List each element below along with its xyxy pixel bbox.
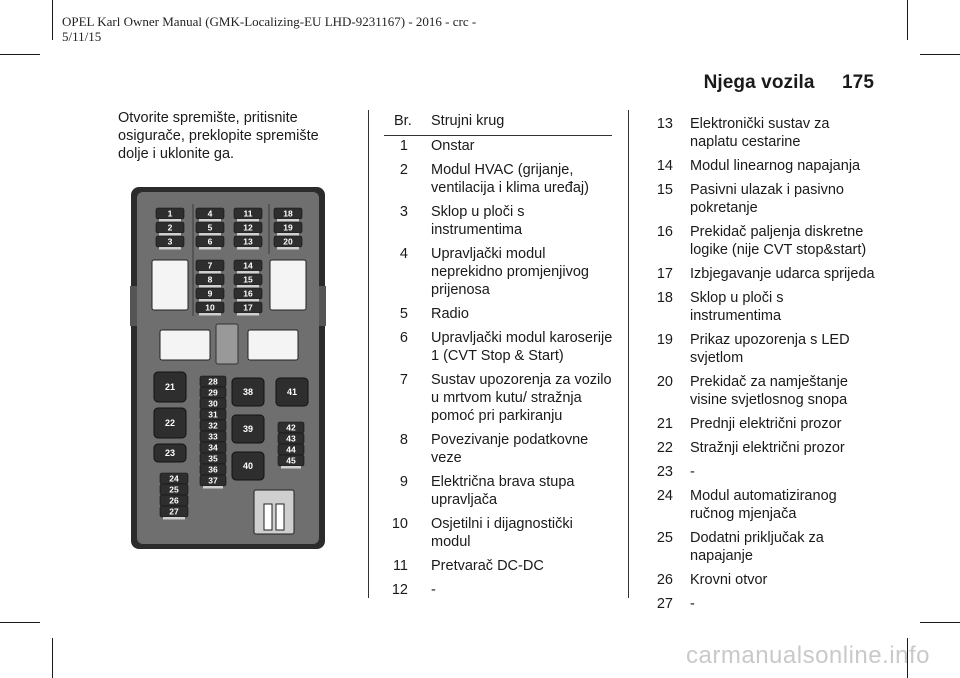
circuit-number: 21 <box>656 416 673 432</box>
circuit-description: Prikaz upozorenja s LED svjetlom <box>690 332 850 366</box>
connector-pin <box>276 504 284 530</box>
connector-housing <box>254 490 294 534</box>
fuse-label: 14 <box>243 260 253 271</box>
watermark: carmanualsonline.info <box>686 642 930 669</box>
mini-fuse-contact <box>237 233 259 236</box>
circuit-row <box>384 473 614 509</box>
table-header <box>384 113 612 136</box>
fuse-label: 24 <box>169 473 179 484</box>
circuit-description: Elektronički sustav za naplatu cestarine <box>690 116 830 150</box>
circuit-number: 17 <box>656 266 673 282</box>
circuit-number: 26 <box>656 572 673 588</box>
circuit-description: Onstar <box>431 138 475 154</box>
circuit-number: 18 <box>656 290 673 306</box>
mini-fuse-contact <box>277 247 299 250</box>
mini-fuse-contact <box>237 285 259 288</box>
circuit-description: Modul linearnog napajanja <box>690 158 861 174</box>
intro-text: Otvorite spremište, pritisnite osigurače, preklopite spremište dolje i uklonite ga. <box>118 110 319 162</box>
fuse-label: 33 <box>208 431 218 442</box>
circuit-row <box>655 289 875 325</box>
circuit-number: 6 <box>399 330 408 346</box>
circuit-row <box>655 181 875 217</box>
relay-label: 38 <box>242 387 254 397</box>
fuse-label: 16 <box>243 288 253 299</box>
circuit-row <box>655 157 875 175</box>
table-header-circuit: Strujni krug <box>431 113 505 129</box>
divider-rib <box>192 204 194 316</box>
relay-label: 39 <box>242 424 254 434</box>
circuit-description: Osjetilni i dijagnostički modul <box>431 516 573 550</box>
circuit-row <box>655 115 875 151</box>
circuit-row <box>384 305 614 323</box>
mini-fuse-contact <box>237 271 259 274</box>
fuse-label: 4 <box>207 208 213 219</box>
circuit-description: Pretvarač DC-DC <box>431 558 544 574</box>
circuit-row <box>384 515 614 551</box>
mini-fuse-contact <box>277 233 299 236</box>
circuit-number: 7 <box>399 372 408 388</box>
relay-label: 22 <box>164 418 176 428</box>
fuse-label: 26 <box>169 495 179 506</box>
circuit-row <box>384 161 614 197</box>
circuit-list-column-3 <box>655 115 875 619</box>
circuit-row <box>655 439 875 457</box>
fuse-label: 1 <box>167 208 173 219</box>
circuit-number: 16 <box>656 224 673 240</box>
circuit-number: 1 <box>399 138 408 154</box>
circuit-number: 9 <box>399 474 408 490</box>
circuit-number: 22 <box>656 440 673 456</box>
fuse-label: 43 <box>286 433 296 444</box>
crop-mark <box>920 622 960 623</box>
circuit-description: Sustav upozorenja za vozilo u mrtvom kutu/ stražnja pomoć pri parkiranju <box>431 372 612 424</box>
fuse-label: 36 <box>208 464 218 475</box>
mini-fuse-contact <box>199 271 221 274</box>
fuse-label: 2 <box>167 222 173 233</box>
circuit-row <box>384 431 614 467</box>
circuit-row <box>655 595 875 613</box>
crop-mark <box>52 0 53 40</box>
mini-fuse-contact <box>163 517 185 520</box>
circuit-description: - <box>690 596 695 612</box>
circuit-number: 8 <box>399 432 408 448</box>
relay-socket <box>160 330 210 360</box>
circuit-number: 13 <box>656 116 673 132</box>
fuse-label: 3 <box>167 236 173 247</box>
fuse-label: 18 <box>283 208 293 219</box>
circuit-row <box>655 265 875 283</box>
circuit-row <box>384 329 614 365</box>
meta-line-2: 5/11/15 <box>62 29 102 44</box>
circuit-description: Modul HVAC (grijanje, ventilacija i klima uređaj) <box>431 162 589 196</box>
mini-fuse-contact <box>199 313 221 316</box>
fuse-label: 31 <box>208 409 218 420</box>
fuse-label: 30 <box>208 398 218 409</box>
running-header <box>704 72 874 94</box>
circuit-row <box>655 571 875 589</box>
section-title: Njega vozila <box>703 72 815 93</box>
fuse-label: 29 <box>208 387 218 398</box>
connector-pin <box>264 504 272 530</box>
circuit-description: Krovni otvor <box>690 572 768 588</box>
circuit-description: - <box>690 464 695 480</box>
circuit-description: Pasivni ulazak i pasivno pokretanje <box>690 182 844 216</box>
relay-socket <box>270 260 306 310</box>
mini-fuse-contact <box>159 247 181 250</box>
column-divider <box>368 110 369 598</box>
fuse-label: 17 <box>243 302 253 313</box>
fuse-label: 11 <box>243 208 253 219</box>
circuit-number: 19 <box>656 332 673 348</box>
mini-fuse-contact <box>237 313 259 316</box>
circuit-row <box>384 203 614 239</box>
circuit-number: 14 <box>656 158 673 174</box>
circuit-number: 5 <box>399 306 408 322</box>
mini-fuse-contact <box>203 486 223 489</box>
crop-mark <box>0 622 40 623</box>
circuit-description: Prednji električni prozor <box>690 416 842 432</box>
fuse-label: 5 <box>207 222 213 233</box>
connector-block <box>216 324 238 364</box>
mini-fuse-contact <box>237 247 259 250</box>
fuse-label: 15 <box>243 274 253 285</box>
circuit-number: 25 <box>656 530 673 546</box>
crop-mark <box>920 54 960 55</box>
crop-mark <box>0 54 40 55</box>
circuit-number: 23 <box>656 464 673 480</box>
document-meta <box>62 14 502 44</box>
fuse-label: 25 <box>169 484 179 495</box>
fuse-box-tab <box>319 286 326 326</box>
circuit-number: 12 <box>391 582 408 598</box>
fuse-box-tab <box>130 286 137 326</box>
mini-fuse-contact <box>237 299 259 302</box>
mini-fuse-contact <box>277 219 299 222</box>
relay-label: 41 <box>286 387 298 397</box>
circuit-description: Izbjegavanje udarca sprijeda <box>690 266 875 282</box>
circuit-description: Sklop u ploči s instrumentima <box>431 204 525 238</box>
relay-socket <box>152 260 188 310</box>
circuit-description: - <box>431 582 436 598</box>
mini-fuse-contact <box>237 219 259 222</box>
circuit-description: Povezivanje podatkovne veze <box>431 432 589 466</box>
circuit-description: Dodatni priključak za napajanje <box>690 530 824 564</box>
circuit-row <box>384 371 614 425</box>
circuit-row <box>655 331 875 367</box>
circuit-description: Prekidač paljenja diskretne logike (nije CVT stop&start) <box>690 224 867 258</box>
mini-fuse-contact <box>199 247 221 250</box>
circuit-number: 27 <box>656 596 673 612</box>
mini-fuse-contact <box>199 233 221 236</box>
circuit-list-column-2 <box>384 137 614 605</box>
column-divider <box>628 110 629 598</box>
relay-label: 40 <box>242 461 254 471</box>
fuse-label: 35 <box>208 453 218 464</box>
meta-line-1: OPEL Karl Owner Manual (GMK-Localizing-EU LHD-9231167) - 2016 - crc - <box>62 14 477 29</box>
crop-mark <box>907 0 908 40</box>
circuit-number: 15 <box>656 182 673 198</box>
circuit-number: 2 <box>399 162 408 178</box>
table-header-number: Br. <box>394 113 412 129</box>
circuit-row <box>384 137 614 155</box>
fuse-label: 20 <box>283 236 293 247</box>
fuse-label: 28 <box>208 376 218 387</box>
fuse-label: 44 <box>286 444 296 455</box>
fuse-label: 19 <box>283 222 293 233</box>
divider-rib <box>268 204 270 254</box>
circuit-description: Sklop u ploči s instrumentima <box>690 290 784 324</box>
mini-fuse-contact <box>281 466 301 469</box>
circuit-number: 20 <box>656 374 673 390</box>
fuse-label: 7 <box>207 260 213 271</box>
circuit-description: Upravljački modul karoserije 1 (CVT Stop & Start) <box>431 330 613 364</box>
circuit-row <box>384 581 614 599</box>
circuit-row <box>655 223 875 259</box>
circuit-row <box>384 557 614 575</box>
mini-fuse-contact <box>199 285 221 288</box>
mini-fuse-contact <box>199 219 221 222</box>
fuse-label: 45 <box>286 455 296 466</box>
fuse-label: 37 <box>208 475 218 486</box>
fuse-label: 34 <box>208 442 218 453</box>
crop-mark <box>52 638 53 678</box>
circuit-description: Prekidač za namještanje visine svjetlosnog snopa <box>690 374 848 408</box>
relay-socket <box>248 330 298 360</box>
circuit-description: Modul automatiziranog ručnog mjenjača <box>690 488 837 522</box>
circuit-number: 10 <box>391 516 408 532</box>
page-number: 175 <box>841 72 874 93</box>
fuse-label: 10 <box>205 302 215 313</box>
fuse-label: 9 <box>207 288 213 299</box>
circuit-description: Radio <box>431 306 469 322</box>
fuse-label: 42 <box>286 422 296 433</box>
fuse-label: 8 <box>207 274 213 285</box>
circuit-description: Stražnji električni prozor <box>690 440 845 456</box>
mini-fuse-contact <box>159 233 181 236</box>
mini-fuse-contact <box>159 219 181 222</box>
circuit-number: 4 <box>399 246 408 262</box>
fuse-label: 32 <box>208 420 218 431</box>
circuit-row <box>655 487 875 523</box>
circuit-number: 3 <box>399 204 408 220</box>
fuse-label: 12 <box>243 222 253 233</box>
circuit-row <box>655 415 875 433</box>
circuit-row <box>655 373 875 409</box>
fuse-label: 13 <box>243 236 253 247</box>
circuit-row <box>655 529 875 565</box>
circuit-description: Upravljački modul neprekidno promjenjivog prijenosa <box>431 246 589 298</box>
circuit-number: 11 <box>392 558 408 574</box>
circuit-row <box>384 245 614 299</box>
circuit-number: 24 <box>656 488 673 504</box>
circuit-row <box>655 463 875 481</box>
relay-label: 23 <box>164 448 176 458</box>
fuse-label: 27 <box>169 506 179 517</box>
relay-label: 21 <box>164 382 176 392</box>
mini-fuse-contact <box>199 299 221 302</box>
circuit-description: Električna brava stupa upravljača <box>431 474 575 508</box>
fuse-label: 6 <box>207 236 213 247</box>
fuse-box-diagram <box>130 186 326 550</box>
